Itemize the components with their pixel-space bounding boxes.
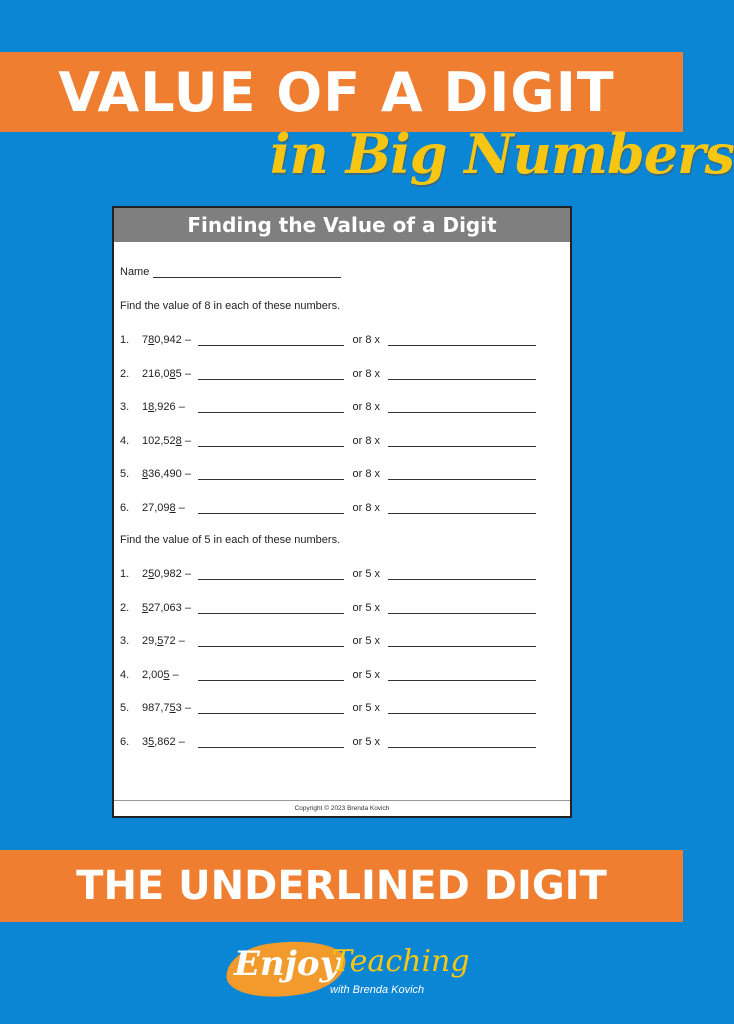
worksheet-header xyxy=(114,208,570,242)
question-row xyxy=(120,332,536,346)
question-row xyxy=(120,500,536,514)
or-label: or 5 x xyxy=(352,568,380,580)
name-label: Name xyxy=(120,266,150,278)
answer-blank[interactable] xyxy=(198,635,344,647)
name-blank[interactable] xyxy=(153,266,341,278)
question-number-value: 527,063 – xyxy=(142,601,191,614)
worksheet xyxy=(112,206,572,818)
question-row xyxy=(120,700,536,714)
multiplier-blank[interactable] xyxy=(388,334,536,346)
instruction-1: Find the value of 8 in each of these numbers. xyxy=(120,300,341,312)
worksheet-footer: Copyright © 2023 Brenda Kovich xyxy=(114,800,570,816)
question-number: 6. xyxy=(120,736,130,748)
question-number-value: 250,982 – xyxy=(142,568,191,580)
or-label: or 8 x xyxy=(352,367,380,380)
logo-word-teaching: Teaching xyxy=(332,944,470,979)
multiplier-blank[interactable] xyxy=(388,669,536,681)
question-number-value: 18,926 – xyxy=(142,401,185,414)
or-label: or 8 x xyxy=(352,334,380,346)
or-label: or 5 x xyxy=(352,668,380,681)
answer-blank[interactable] xyxy=(198,736,344,748)
question-number: 4. xyxy=(120,668,130,681)
question-number-value: 27,098 – xyxy=(142,502,185,514)
question-row xyxy=(120,399,536,413)
underlined-digit: 8 xyxy=(148,401,155,414)
question-number-value: 780,942 – xyxy=(142,334,191,346)
enjoy-teaching-logo xyxy=(226,938,470,1002)
question-row xyxy=(120,466,536,480)
answer-blank[interactable] xyxy=(198,401,344,413)
instruction-2: Find the value of 5 in each of these numbers. xyxy=(120,534,341,546)
page-subtitle: in Big Numbers xyxy=(270,122,734,186)
page-title: VALUE OF A DIGIT xyxy=(58,60,615,124)
logo-byline: with Brenda Kovich xyxy=(330,984,425,996)
underlined-digit: 5 xyxy=(169,702,176,715)
underlined-digit: 8 xyxy=(169,502,176,514)
multiplier-blank[interactable] xyxy=(388,736,536,748)
question-number-value: 102,528 – xyxy=(142,434,191,447)
underlined-digit: 5 xyxy=(148,568,155,580)
underlined-digit: 5 xyxy=(163,668,170,681)
question-number: 4. xyxy=(120,434,130,447)
question-number-value: 35,862 – xyxy=(142,736,185,748)
multiplier-blank[interactable] xyxy=(388,435,536,447)
question-number-value: 987,753 – xyxy=(142,702,191,715)
question-number: 6. xyxy=(120,502,130,514)
answer-blank[interactable] xyxy=(198,669,344,681)
or-label: or 5 x xyxy=(352,736,380,748)
answer-blank[interactable] xyxy=(198,435,344,447)
question-number-value: 836,490 – xyxy=(142,468,191,481)
question-row xyxy=(120,366,536,380)
question-number: 1. xyxy=(120,568,130,580)
answer-blank[interactable] xyxy=(198,368,344,380)
underlined-digit: 5 xyxy=(157,635,164,648)
question-number: 5. xyxy=(120,468,130,481)
underlined-digit: 8 xyxy=(142,468,149,481)
question-number-value: 2,005 – xyxy=(142,668,179,681)
question-row xyxy=(120,600,536,614)
name-row xyxy=(120,266,341,278)
underlined-digit: 8 xyxy=(148,334,155,346)
answer-blank[interactable] xyxy=(198,502,344,514)
underlined-digit: 5 xyxy=(148,736,155,748)
question-number-value: 216,085 – xyxy=(142,367,191,380)
question-number-value: 29,572 – xyxy=(142,635,185,648)
or-label: or 5 x xyxy=(352,702,380,715)
multiplier-blank[interactable] xyxy=(388,602,536,614)
multiplier-blank[interactable] xyxy=(388,502,536,514)
or-label: or 8 x xyxy=(352,468,380,481)
underlined-digit: 8 xyxy=(169,367,176,380)
answer-blank[interactable] xyxy=(198,468,344,480)
multiplier-blank[interactable] xyxy=(388,702,536,714)
question-number: 3. xyxy=(120,401,130,414)
or-label: or 8 x xyxy=(352,502,380,514)
multiplier-blank[interactable] xyxy=(388,568,536,580)
bottom-banner-text: THE UNDERLINED DIGIT xyxy=(76,863,607,909)
question-row xyxy=(120,566,536,580)
question-number: 3. xyxy=(120,635,130,648)
question-row xyxy=(120,667,536,681)
or-label: or 8 x xyxy=(352,401,380,414)
answer-blank[interactable] xyxy=(198,702,344,714)
title-banner xyxy=(0,52,683,132)
question-number: 5. xyxy=(120,702,130,715)
question-number: 2. xyxy=(120,601,130,614)
question-row xyxy=(120,433,536,447)
answer-blank[interactable] xyxy=(198,602,344,614)
or-label: or 8 x xyxy=(352,434,380,447)
question-number: 2. xyxy=(120,367,130,380)
question-row xyxy=(120,734,536,748)
question-row xyxy=(120,633,536,647)
multiplier-blank[interactable] xyxy=(388,468,536,480)
or-label: or 5 x xyxy=(352,601,380,614)
bottom-banner xyxy=(0,850,683,922)
logo-word-enjoy: Enjoy xyxy=(234,944,340,984)
multiplier-blank[interactable] xyxy=(388,635,536,647)
multiplier-blank[interactable] xyxy=(388,368,536,380)
worksheet-heading: Finding the Value of a Digit xyxy=(187,213,497,237)
multiplier-blank[interactable] xyxy=(388,401,536,413)
answer-blank[interactable] xyxy=(198,334,344,346)
question-number: 1. xyxy=(120,334,130,346)
underlined-digit: 8 xyxy=(175,434,182,447)
underlined-digit: 5 xyxy=(142,601,149,614)
answer-blank[interactable] xyxy=(198,568,344,580)
or-label: or 5 x xyxy=(352,635,380,648)
